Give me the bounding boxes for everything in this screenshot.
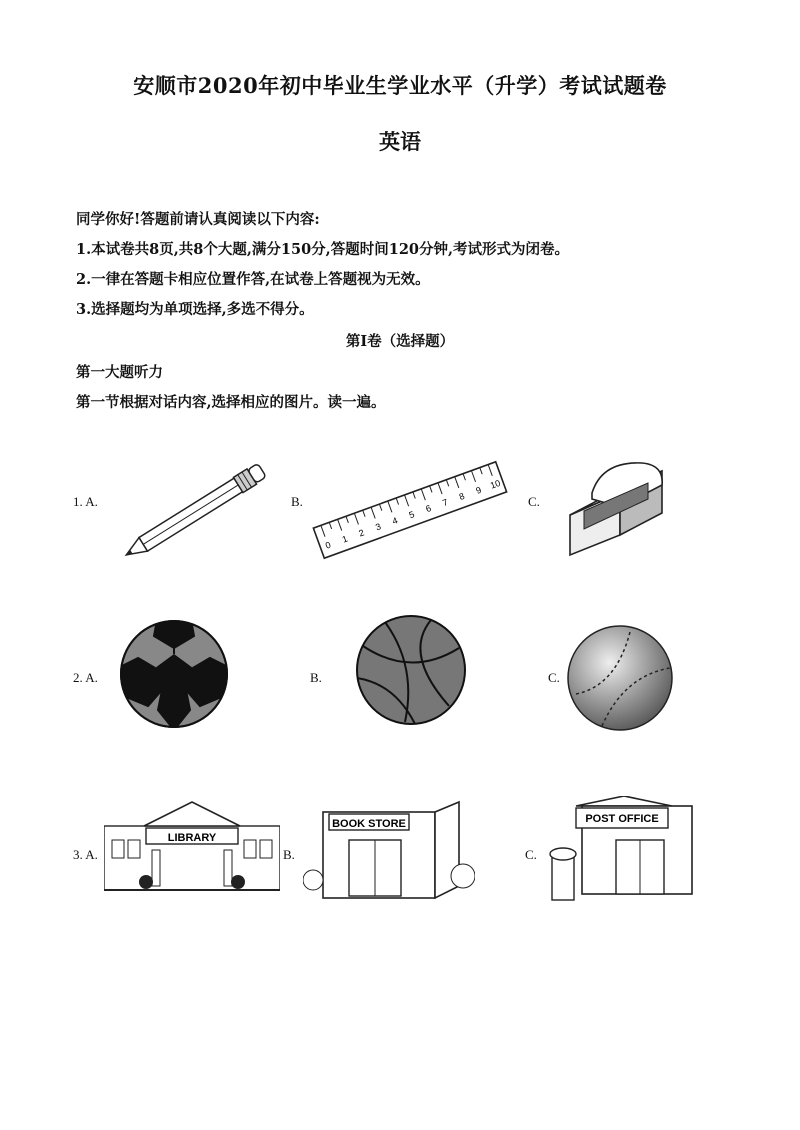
ruler-number: 6 (424, 503, 433, 515)
q2-option-a-label: 2. A. (73, 670, 98, 685)
section-heading: 第一节根据对话内容,选择相应的图片。读一遍。 (76, 394, 386, 411)
post-office-sign: POST OFFICE (585, 813, 659, 825)
instruction-item-2: 2.一律在答题卡相应位置作答,在试卷上答题视为无效。 (76, 271, 430, 288)
q3-option-c-label: C. (525, 847, 537, 862)
book-store-building-icon (303, 800, 475, 900)
ruler-number: 2 (357, 527, 366, 539)
ruler-number: 9 (474, 484, 483, 496)
q2-option-c-label: C. (548, 670, 560, 685)
exam-title: 安顺市2020年初中毕业生学业水平（升学）考试试题卷 (133, 73, 667, 98)
pencil-icon (108, 462, 283, 562)
instructions-greeting: 同学你好!答题前请认真阅读以下内容: (76, 211, 320, 228)
ruler-number: 1 (340, 533, 349, 545)
ruler-number: 3 (374, 521, 383, 533)
ruler-icon (305, 452, 515, 567)
book-store-sign: BOOK STORE (332, 818, 406, 830)
baseball-icon (566, 624, 674, 732)
q1-option-b-label: B. (291, 494, 303, 509)
ruler-number: 4 (390, 515, 400, 527)
q1-option-a-label: 1. A. (73, 494, 98, 509)
eraser-icon (562, 455, 674, 560)
volume-heading: 第Ⅰ卷（选择题） (345, 333, 455, 350)
ruler-number: 7 (441, 496, 450, 509)
soccer-ball-icon (118, 618, 230, 730)
ruler-number: 8 (457, 490, 466, 502)
post-office-building-icon (546, 796, 694, 908)
library-sign: LIBRARY (167, 832, 217, 844)
instruction-item-1: 1.本试卷共8页,共8个大题,满分150分,答题时间120分钟,考试形式为闭卷。 (76, 241, 570, 258)
ruler-number: 10 (488, 477, 502, 491)
basketball-icon (355, 614, 467, 726)
q1-option-c-label: C. (528, 494, 540, 509)
library-building-icon (104, 796, 280, 896)
q2-option-b-label: B. (310, 670, 322, 685)
q3-option-a-label: 3. A. (73, 847, 98, 862)
ruler-number: 0 (324, 539, 333, 551)
part-heading: 第一大题听力 (76, 364, 163, 381)
exam-subject: 英语 (379, 129, 421, 154)
instruction-item-3: 3.选择题均为单项选择,多选不得分。 (76, 301, 314, 318)
ruler-number: 5 (407, 509, 416, 521)
q3-option-b-label: B. (283, 847, 295, 862)
